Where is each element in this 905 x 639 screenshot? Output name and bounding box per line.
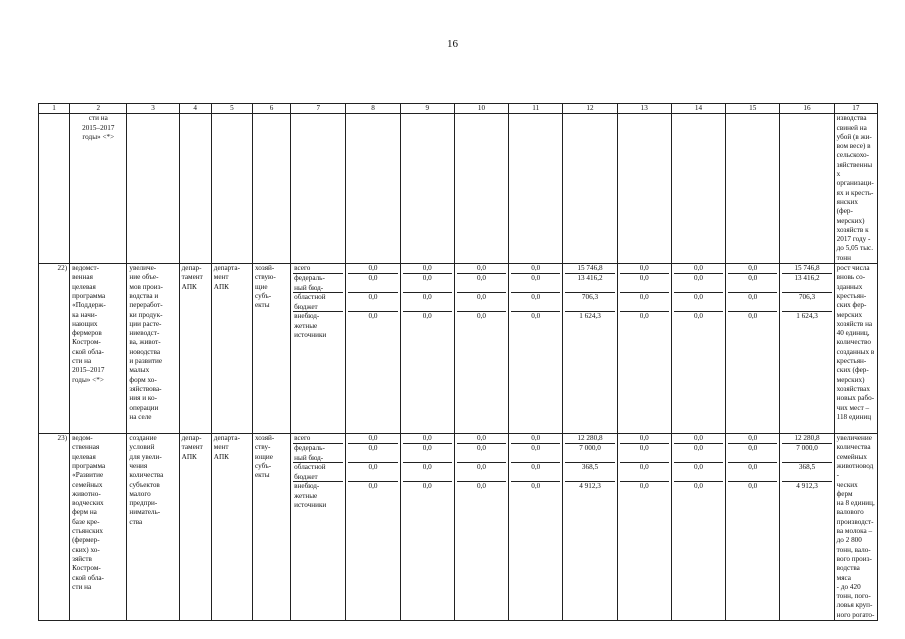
amount-cell: 1 624,3 — [796, 312, 818, 321]
amount-cell: 706,3 — [782, 293, 831, 312]
amount-cell: 0,0 — [422, 482, 432, 491]
amount-cell: 0,0 — [620, 444, 669, 463]
amount-cell: 0,0 — [620, 463, 669, 482]
amount-cell: 0,0 — [674, 434, 723, 444]
row-number: 22) — [39, 264, 70, 434]
amount-cell: 4 912,3 — [579, 482, 601, 491]
amount-col14 — [671, 434, 725, 621]
customer: депар- тамент АПК — [179, 434, 211, 621]
amount-cell: 0,0 — [728, 463, 777, 482]
amount-cell: 0,0 — [457, 274, 506, 293]
amount-cell: 0,0 — [457, 293, 506, 312]
col-header: 15 — [726, 104, 780, 114]
amount-cell: 0,0 — [348, 274, 397, 293]
amount-cell: 0,0 — [348, 434, 397, 444]
col-header: 1 — [39, 104, 70, 114]
amount-cell: 0,0 — [457, 434, 506, 444]
col-header: 4 — [179, 104, 211, 114]
amount-col8 — [346, 264, 400, 434]
amount-col11 — [509, 434, 563, 621]
amount-cell: 0,0 — [368, 312, 378, 321]
source-total: всего — [293, 434, 343, 444]
amount-cell: 0,0 — [511, 444, 560, 463]
amount-cell: 0,0 — [728, 274, 777, 293]
page-number: 16 — [447, 38, 458, 50]
amount-cell: 0,0 — [639, 482, 649, 491]
program-goal: увеличе- ние объе- мов произ- водства и переработ- ки продук- ции расте- ниеводст- ва, живот- новодства и развитие малых форм хо- зяйствова- ния и ко- операции на селе — [127, 264, 179, 434]
amount-cell: 0,0 — [348, 264, 397, 274]
program-name: ведомст- венная целевая программа «Поддерж- ка начи- нающих фермеров Костром- ской обла- сти на 2015–2017 годы» <*> — [70, 264, 127, 434]
participants: хозяй- ству- ющие субъ- екты — [252, 434, 290, 621]
amount-cell: 0,0 — [403, 274, 452, 293]
amount-cell: 0,0 — [728, 444, 777, 463]
amount-col9 — [400, 264, 454, 434]
amount-cell: 368,5 — [782, 463, 831, 482]
amount-cell: 0,0 — [348, 463, 397, 482]
amount-cell: 0,0 — [694, 312, 703, 321]
expected-result: увеличение количества семейных животновод- ческих ферм на 8 единиц, валового производст- ва молока – до 2 800 тонн, вало- вого произ- водства мяса - до 420 тонн, пого- ловья круп- ного рогато- — [834, 434, 877, 621]
amount-col16 — [780, 264, 834, 434]
amount-cell: 0,0 — [368, 482, 378, 491]
row-number: 23) — [39, 434, 70, 621]
amount-cell: 0,0 — [477, 482, 486, 491]
amount-col8 — [346, 434, 400, 621]
col-header: 17 — [834, 104, 877, 114]
col-header: 3 — [127, 104, 179, 114]
amount-cell: 0,0 — [674, 463, 723, 482]
source-federal: федераль- ный бюд- — [293, 274, 343, 293]
amount-cell: 0,0 — [674, 293, 723, 312]
amount-cell: 0,0 — [694, 482, 703, 491]
amount-cell: 0,0 — [511, 434, 560, 444]
program-name: сти на 2015–2017 годы» <*> — [70, 114, 127, 264]
amount-cell: 0,0 — [403, 264, 452, 274]
executor: департа- мент АПК — [211, 264, 252, 434]
col-header: 2 — [70, 104, 127, 114]
table-row-22 — [39, 264, 878, 434]
amount-cell: 0,0 — [531, 482, 541, 491]
amount-cell: 0,0 — [403, 444, 452, 463]
amount-cell: 0,0 — [620, 293, 669, 312]
amount-cell: 15 746,8 — [565, 264, 614, 274]
amount-col16 — [780, 434, 834, 621]
amount-col9 — [400, 434, 454, 621]
col-header: 5 — [211, 104, 252, 114]
amount-cell: 0,0 — [674, 274, 723, 293]
program-name: ведом- ственная целевая программа «Развитие семейных животно- водческих ферм на базе кре- стьянских (фермер- ских) хо- зяйств Костром- ской обла- сти на — [70, 434, 127, 621]
amount-cell: 0,0 — [511, 264, 560, 274]
amount-cell: 1 624,3 — [579, 312, 601, 321]
col-header: 13 — [617, 104, 671, 114]
amount-cell: 0,0 — [348, 444, 397, 463]
source-regional: областной бюджет — [293, 463, 343, 482]
amount-cell: 0,0 — [674, 264, 723, 274]
source-total: всего — [293, 264, 343, 274]
amount-cell: 0,0 — [457, 264, 506, 274]
amount-cell: 0,0 — [511, 463, 560, 482]
amount-cell: 12 280,8 — [782, 434, 831, 444]
amount-col10 — [454, 264, 508, 434]
expected-result: рост числа вновь со- зданных крестьян- ских фер- мерских хозяйств на 40 единиц, количество созданных в крестьян- ских (фер- мерских) хозяйствах новых рабо- чих мест – 118 единиц — [834, 264, 877, 434]
amount-cell: 0,0 — [728, 434, 777, 444]
amount-cell: 12 280,8 — [565, 434, 614, 444]
expected-result: изводства свиней на убой (в жи- вом весе) в сельскохо- зяйственных организаци- ях и кресть- янских (фер- мерских) хозяйств к 2017 году - до 5,05 тыс. тонн — [834, 114, 877, 264]
amount-cell: 0,0 — [403, 463, 452, 482]
amount-cell: 0,0 — [511, 293, 560, 312]
amount-cell: 7 000,0 — [565, 444, 614, 463]
amount-cell: 0,0 — [728, 293, 777, 312]
amount-cell: 0,0 — [403, 293, 452, 312]
amount-col13 — [617, 264, 671, 434]
executor: департа- мент АПК — [211, 434, 252, 621]
funding-sources — [291, 434, 346, 621]
participants: хозяй- ствую- щие субъ- екты — [252, 264, 290, 434]
amount-cell: 706,3 — [565, 293, 614, 312]
column-number-row — [39, 104, 878, 114]
amount-cell: 0,0 — [639, 312, 649, 321]
amount-cell: 15 746,8 — [782, 264, 831, 274]
amount-cell: 0,0 — [620, 264, 669, 274]
amount-col12 — [563, 434, 617, 621]
amount-col11 — [509, 264, 563, 434]
amount-cell: 0,0 — [620, 434, 669, 444]
col-header: 7 — [291, 104, 346, 114]
amount-cell: 0,0 — [531, 312, 541, 321]
col-header: 12 — [563, 104, 617, 114]
amount-cell: 0,0 — [748, 312, 758, 321]
amount-cell: 0,0 — [457, 463, 506, 482]
amount-cell: 7 000,0 — [782, 444, 831, 463]
source-extrabudget: внебюд- жетные источники — [294, 312, 327, 339]
amount-col12 — [563, 264, 617, 434]
amount-cell: 0,0 — [674, 444, 723, 463]
col-header: 9 — [400, 104, 454, 114]
amount-cell: 13 416,2 — [782, 274, 831, 293]
source-extrabudget: внебюд- жетные источники — [294, 482, 327, 509]
amount-col13 — [617, 434, 671, 621]
amount-cell: 0,0 — [477, 312, 486, 321]
amount-col10 — [454, 434, 508, 621]
source-federal: федераль- ный бюд- — [293, 444, 343, 463]
amount-col15 — [726, 264, 780, 434]
col-header: 16 — [780, 104, 834, 114]
col-header: 11 — [509, 104, 563, 114]
col-header: 6 — [252, 104, 290, 114]
amount-cell: 0,0 — [748, 482, 758, 491]
program-goal: создание условий для увели- чения количества субъектов малого предпри- ниматель- ства — [127, 434, 179, 621]
table-row-continuation — [39, 114, 878, 264]
amount-col14 — [671, 264, 725, 434]
source-regional: областной бюджет — [293, 293, 343, 312]
amount-cell: 4 912,3 — [796, 482, 818, 491]
col-header: 8 — [346, 104, 400, 114]
amount-cell: 0,0 — [403, 434, 452, 444]
table-row-23 — [39, 434, 878, 621]
amount-cell: 0,0 — [348, 293, 397, 312]
amount-cell: 0,0 — [422, 312, 432, 321]
amount-cell: 0,0 — [457, 444, 506, 463]
program-table — [38, 103, 878, 621]
customer: депар- тамент АПК — [179, 264, 211, 434]
amount-cell: 0,0 — [728, 264, 777, 274]
amount-cell: 0,0 — [511, 274, 560, 293]
col-header: 14 — [671, 104, 725, 114]
funding-sources — [291, 264, 346, 434]
col-header: 10 — [454, 104, 508, 114]
amount-cell: 13 416,2 — [565, 274, 614, 293]
amount-col15 — [726, 434, 780, 621]
amount-cell: 0,0 — [620, 274, 669, 293]
amount-cell: 368,5 — [565, 463, 614, 482]
